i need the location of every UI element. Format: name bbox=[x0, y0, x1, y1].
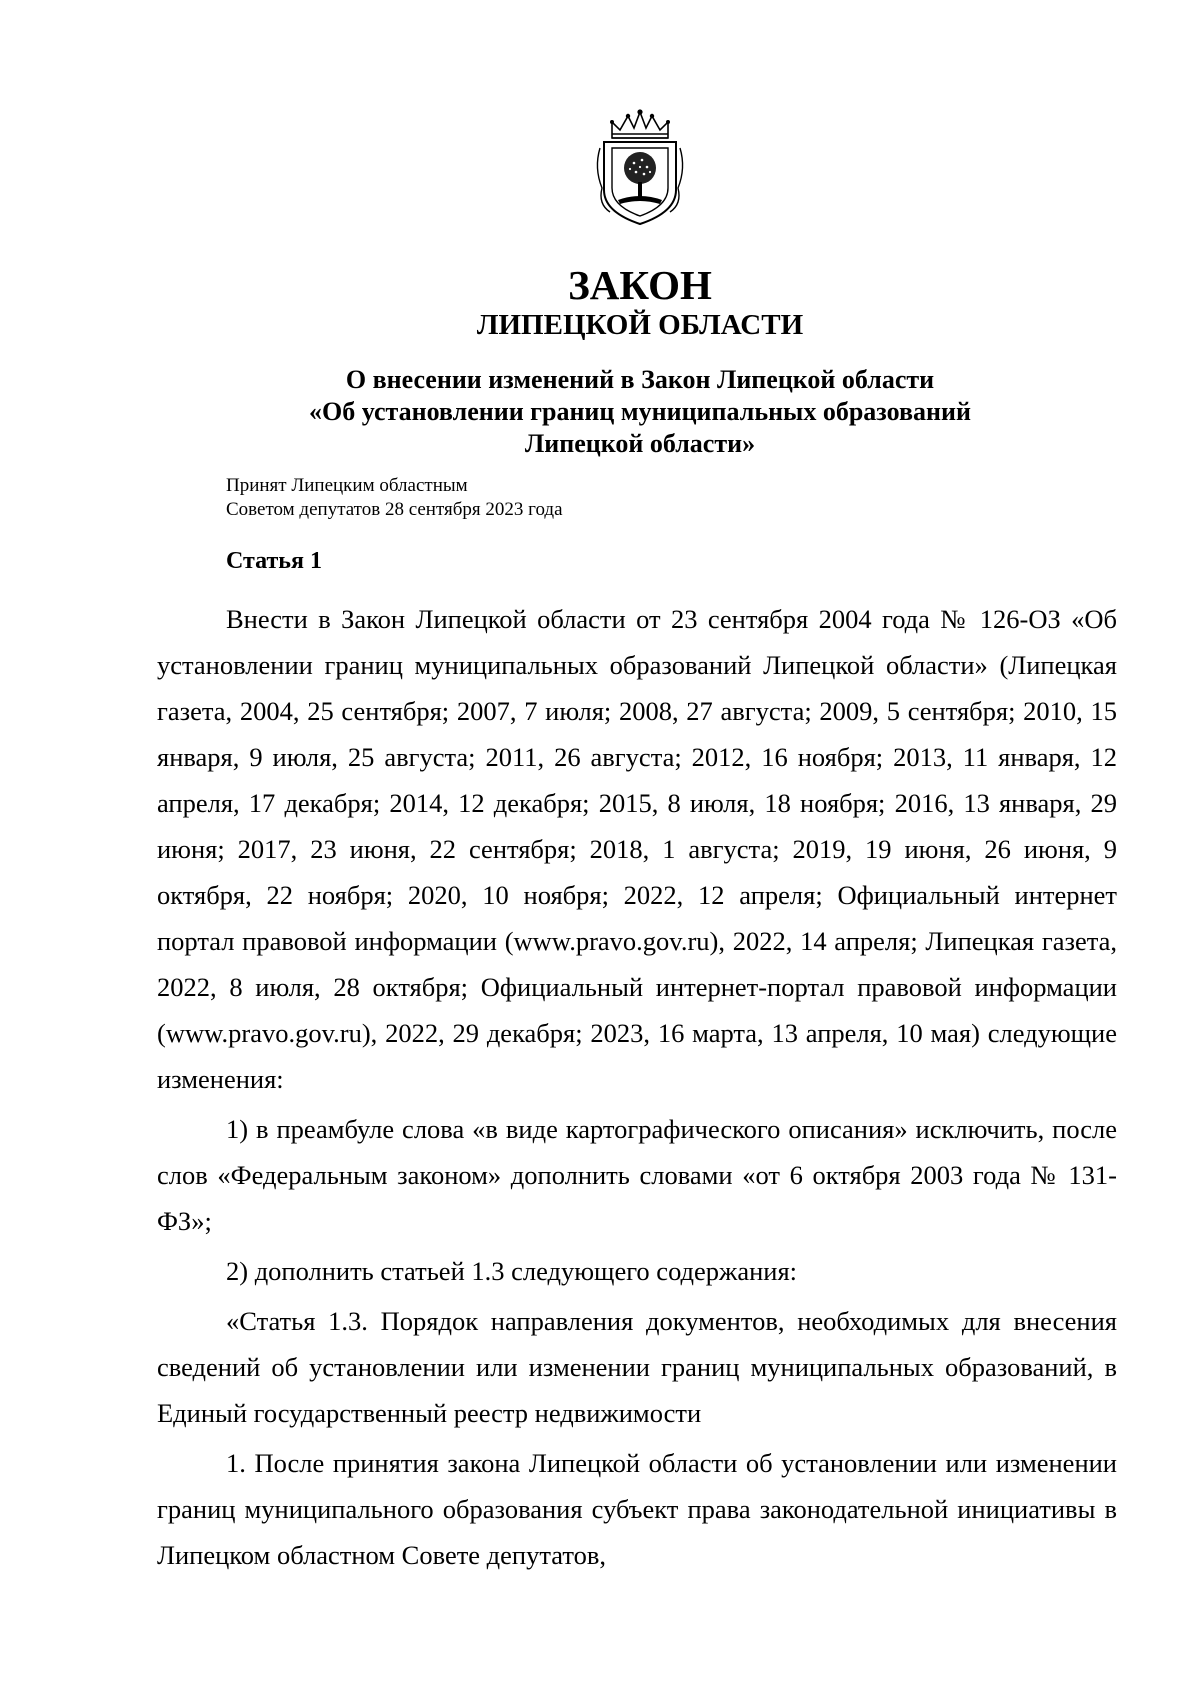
article-paragraph: 2) дополнить статьей 1.3 следующего содержания: bbox=[226, 1256, 798, 1286]
adoption-line: Принят Липецким областным bbox=[226, 475, 468, 496]
law-subtitle bbox=[0, 364, 1200, 460]
article-body bbox=[157, 596, 1117, 1578]
coat-of-arms-icon bbox=[590, 108, 690, 228]
subtitle-line: Липецкой области» bbox=[524, 429, 756, 458]
region-title: ЛИПЕЦКОЙ ОБЛАСТИ bbox=[476, 309, 804, 341]
article-paragraph: 1) в преамбуле слова «в виде картографического описания» исключить, после слов «Федеральным законом» дополнить словами «от 6 октября 2003 года № 131-ФЗ»; bbox=[157, 1114, 1117, 1236]
article-paragraph: «Статья 1.3. Порядок направления документов, необходимых для внесения сведений об установлении или изменении границ муниципальных образований, в Единый государственный реестр недвижимости bbox=[157, 1306, 1117, 1428]
document-title: ЗАКОН bbox=[568, 262, 712, 308]
subtitle-line: О внесении изменений в Закон Липецкой области bbox=[345, 365, 935, 394]
article-paragraph: 1. После принятия закона Липецкой области об установлении или изменении границ муниципального образования субъект права законодательной инициативы в Липецком областном Совете депутатов, bbox=[157, 1448, 1117, 1570]
article-heading: Статья 1 bbox=[226, 548, 322, 574]
adoption-note bbox=[226, 474, 563, 522]
article-paragraph: Внести в Закон Липецкой области от 23 сентября 2004 года № 126-ОЗ «Об установлении границ муниципальных образований Липецкой области» (Липецкая газета, 2004, 25 сентября; 2007, 7 июля; 2008, 27 августа; 2009, 5 сентября; 2010, 15 января, 9 июля, 25 августа; 2011, 26 августа; 2012, 16 ноября; 2013, 11 января, 12 апреля, 17 декабря; 2014, 12 декабря; 2015, 8 июля, 18 ноября; 2016, 13 января, 29 июня; 2017, 23 июня, 22 сентября; 2018, 1 августа; 2019, 19 июня, 26 июня, 9 октября, 22 ноября; 2020, 10 ноября; 2022, 12 апреля; Официальный интернет портал правовой информации (www.pravo.gov.ru), 2022, 14 апреля; Липецкая газета, 2022, 8 июля, 28 октября; Официальный интернет-портал правовой информации (www.pravo.gov.ru), 2022, 29 декабря; 2023, 16 марта, 13 апреля, 10 мая) следующие изменения: bbox=[157, 604, 1117, 1094]
subtitle-line: «Об установлении границ муниципальных образований bbox=[309, 397, 971, 426]
adoption-line: Советом депутатов 28 сентября 2023 года bbox=[226, 499, 563, 520]
